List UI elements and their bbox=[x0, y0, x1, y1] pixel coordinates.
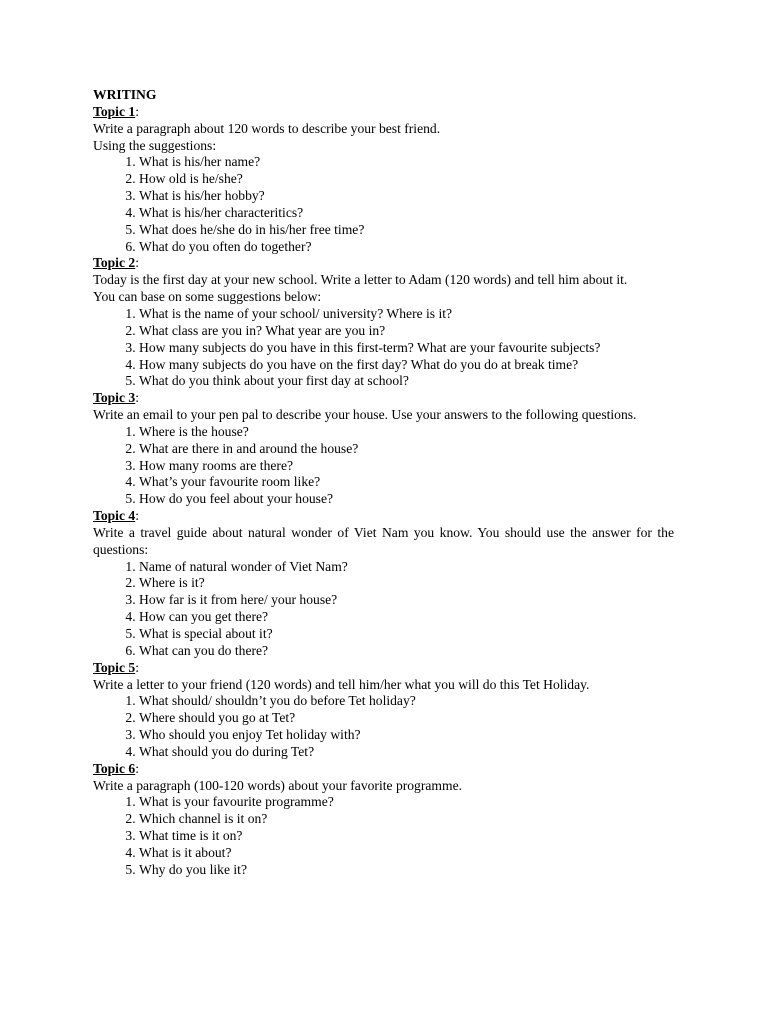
topic-label-colon: : bbox=[135, 390, 139, 406]
question-item: 1. Where is the house? bbox=[139, 424, 674, 441]
question-list bbox=[93, 693, 674, 760]
topic-title bbox=[93, 660, 674, 677]
document-page bbox=[93, 87, 674, 879]
topic-title bbox=[93, 390, 674, 407]
topic-instruction: Write a letter to your friend (120 words) and tell him/her what you will do this Tet Holiday. bbox=[93, 676, 590, 692]
topic-instruction: Write an email to your pen pal to describe your house. Use your answers to the following questions. bbox=[93, 407, 637, 423]
question-item: 5. Why do you like it? bbox=[139, 862, 674, 879]
question-item: 2. What class are you in? What year are you in? bbox=[139, 323, 674, 340]
question-item: 2. What are there in and around the house? bbox=[139, 441, 674, 458]
topic-title bbox=[93, 508, 674, 525]
question-item: 3. What time is it on? bbox=[139, 828, 674, 845]
topic-instruction: Write a paragraph (100-120 words) about your favorite programme. bbox=[93, 777, 462, 793]
topic-section-6 bbox=[93, 761, 674, 879]
question-item: 4. How many subjects do you have on the first day? What do you do at break time? bbox=[139, 357, 674, 374]
question-item: 4. What is it about? bbox=[139, 845, 674, 862]
topic-section-1 bbox=[93, 104, 674, 256]
topic-label: Topic 1 bbox=[93, 103, 136, 119]
question-item: 6. What can you do there? bbox=[139, 643, 674, 660]
question-list bbox=[93, 154, 674, 255]
question-item: 2. Where should you go at Tet? bbox=[139, 710, 674, 727]
question-item: 6. What do you often do together? bbox=[139, 239, 674, 256]
question-item: 1. What is his/her name? bbox=[139, 154, 674, 171]
topic-instruction: You can base on some suggestions below: bbox=[93, 289, 322, 305]
topic-label: Topic 2 bbox=[93, 255, 136, 271]
topic-label: Topic 3 bbox=[93, 390, 136, 406]
question-item: 4. What’s your favourite room like? bbox=[139, 474, 674, 491]
topic-instruction: Using the suggestions: bbox=[93, 137, 217, 153]
question-item: 1. What is the name of your school/ university? Where is it? bbox=[139, 306, 674, 323]
document-heading: WRITING bbox=[93, 87, 157, 102]
question-item: 4. What is his/her characteritics? bbox=[139, 205, 674, 222]
topic-instruction: Write a travel guide about natural wonder of Viet Nam you know. You should use the answer for the questions: bbox=[93, 524, 674, 557]
question-list bbox=[93, 559, 674, 660]
topic-label-colon: : bbox=[135, 255, 139, 271]
topic-title bbox=[93, 104, 674, 121]
topic-title bbox=[93, 761, 674, 778]
topic-label-colon: : bbox=[135, 103, 139, 119]
question-item: 3. What is his/her hobby? bbox=[139, 188, 674, 205]
topic-section-3 bbox=[93, 390, 674, 508]
question-item: 2. How old is he/she? bbox=[139, 171, 674, 188]
topic-label-colon: : bbox=[135, 760, 139, 776]
topic-label-colon: : bbox=[135, 508, 139, 524]
question-list bbox=[93, 306, 674, 390]
topic-instruction: Write a paragraph about 120 words to describe your best friend. bbox=[93, 120, 441, 136]
question-item: 3. How far is it from here/ your house? bbox=[139, 592, 674, 609]
topic-instruction: Today is the first day at your new school. Write a letter to Adam (120 words) and tell him about it. bbox=[93, 272, 628, 288]
question-item: 5. How do you feel about your house? bbox=[139, 491, 674, 508]
question-item: 5. What is special about it? bbox=[139, 626, 674, 643]
question-item: 1. What should/ shouldn’t you do before Tet holiday? bbox=[139, 693, 674, 710]
topic-section-5 bbox=[93, 660, 674, 761]
question-item: 3. Who should you enjoy Tet holiday with? bbox=[139, 727, 674, 744]
question-item: 2. Where is it? bbox=[139, 575, 674, 592]
topic-section-2 bbox=[93, 255, 674, 390]
topic-label-colon: : bbox=[135, 659, 139, 675]
question-item: 5. What do you think about your first day at school? bbox=[139, 373, 674, 390]
topic-section-4 bbox=[93, 508, 674, 660]
question-item: 1. What is your favourite programme? bbox=[139, 794, 674, 811]
question-list bbox=[93, 424, 674, 508]
question-item: 3. How many subjects do you have in this first-term? What are your favourite subjects? bbox=[139, 340, 674, 357]
question-item: 5. What does he/she do in his/her free time? bbox=[139, 222, 674, 239]
question-list bbox=[93, 794, 674, 878]
topic-label: Topic 4 bbox=[93, 508, 136, 524]
question-item: 4. What should you do during Tet? bbox=[139, 744, 674, 761]
topic-label: Topic 6 bbox=[93, 760, 136, 776]
question-item: 2. Which channel is it on? bbox=[139, 811, 674, 828]
question-item: 1. Name of natural wonder of Viet Nam? bbox=[139, 559, 674, 576]
topics-container bbox=[93, 104, 674, 879]
topic-label: Topic 5 bbox=[93, 659, 136, 675]
topic-title bbox=[93, 255, 674, 272]
question-item: 3. How many rooms are there? bbox=[139, 458, 674, 475]
question-item: 4. How can you get there? bbox=[139, 609, 674, 626]
